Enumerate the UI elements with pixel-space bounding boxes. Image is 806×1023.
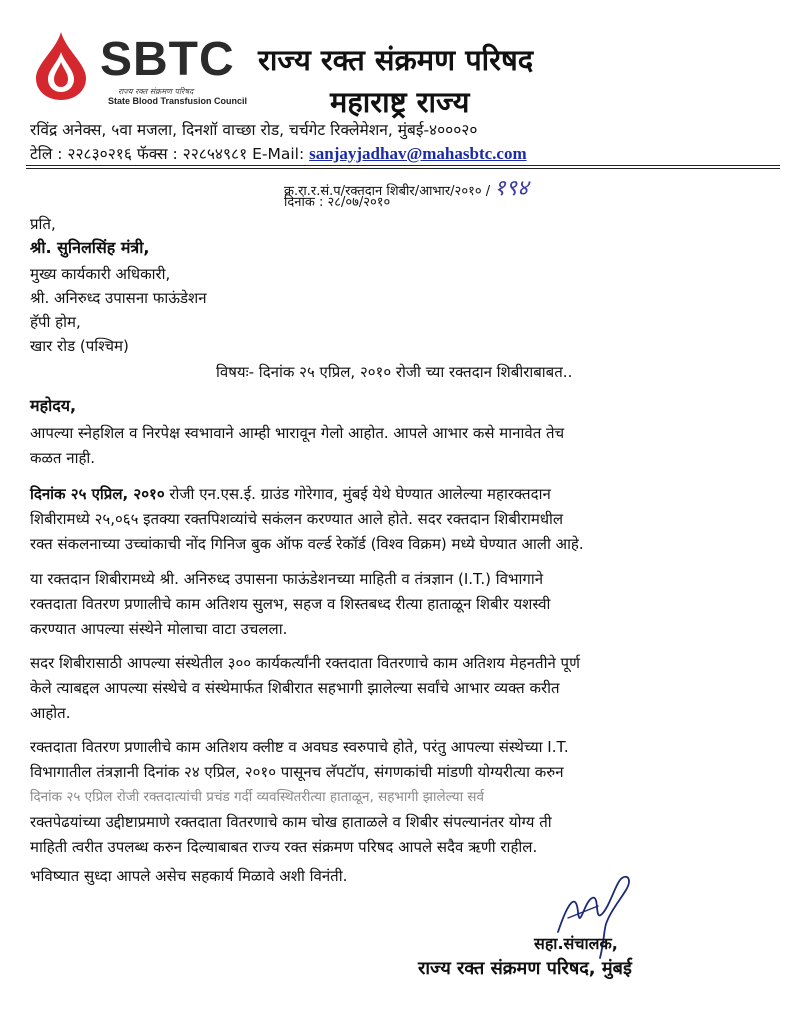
paragraph-line-rest: रोजी एन.एस.ई. ग्राउंड गोरेगाव, मुंबई येथे घेण्यात आलेल्या महारक्तदान: [164, 485, 551, 503]
paragraph-line: केले त्याबद्दल आपल्या संस्थेचे व संस्थेमार्फत शिबीरात सहभागी झालेल्या सर्वांचे आभार व्यक्त करीत: [30, 679, 560, 697]
paragraph-3: [30, 567, 778, 642]
paragraph-line: आहोत.: [30, 704, 71, 722]
paragraph-line: रक्तपेढयांच्या उद्दीष्टाप्रमाणे रक्तदाता वितरणाचे काम चोख हाताळले व शिबीर संपल्यानंतर योग्य ती: [30, 813, 552, 831]
logo-council-name: State Blood Transfusion Council: [108, 96, 248, 106]
recipient-designation: मुख्य कार्यकारी अधिकारी,: [30, 265, 171, 283]
paragraph-2-lead: दिनांक २५ एप्रिल, २०१०: [30, 485, 165, 503]
logo-subtitle: राज्य रक्त संक्रमण परिषद: [118, 87, 194, 96]
paragraph-line: [30, 482, 778, 507]
letterhead-divider-thin: [26, 168, 780, 169]
paragraph-line: या रक्तदान शिबीरामध्ये श्री. अनिरुध्द उपासना फाऊंडेशनच्या माहिती व तंत्रज्ञान (I.T.) विभागाने: [30, 570, 544, 588]
reference-text: क्र.रा.र.सं.प/रक्तदान शिबीर/आभार/२०१० /: [284, 184, 491, 199]
logo-wordmark: SBTC: [100, 33, 235, 86]
recipient-name: श्री. सुनिलसिंह मंत्री,: [30, 238, 150, 257]
letterhead-contact: [30, 142, 527, 164]
letterhead-address: रविंद्र अनेक्स, ५वा मजला, दिनशॉ वाच्छा रोड, चर्चगेट रिक्लेमेशन, मुंबई-४०००२०: [30, 121, 478, 139]
email-label: E-Mail:: [252, 145, 305, 163]
recipient-road: खार रोड (पश्चिम): [30, 337, 129, 355]
paragraph-line: विभागातील तंत्रज्ञानी दिनांक २४ एप्रिल, २०१० पासूनच लॅपटॉप, संगणकांची मांडणी योग्यरीत्या करुन: [30, 763, 564, 781]
paragraph-line: करण्यात आपल्या संस्थेने मोलाचा वाटा उचलला.: [30, 620, 288, 638]
paragraph-line: शिबीरामध्ये २५,०६५ इतक्या रक्तपिशव्यांचे सकंलन करण्यात आले होते. सदर रक्तदान शिबीरामधील: [30, 510, 564, 528]
paragraph-4: [30, 651, 778, 726]
telephone-fax: टेलि : २२८३०२१६ फॅक्स : २२८५४९८१: [30, 145, 248, 163]
email-link[interactable]: sanjayjadhav@mahasbtc.com: [309, 144, 527, 163]
paragraph-2: [30, 482, 778, 557]
signatory-office: राज्य रक्त संक्रमण परिषद, मुंबई: [418, 958, 632, 979]
letter-date: दिनांक : २८/०७/२०१०: [284, 195, 391, 210]
letter-subject: विषयः- दिनांक २५ एप्रिल, २०१० रोजी च्या रक्तदान शिबीराबाबत..: [216, 363, 573, 381]
paragraph-line: सदर शिबीरासाठी आपल्या संस्थेतील ३०० कार्यकर्त्यांनी रक्तदाता वितरणाचे काम अतिशय मेहनतीने पूर्ण: [30, 654, 580, 672]
paragraph-line: माहिती त्वरीत उपलब्ध करुन दिल्याबाबत राज्य रक्त संक्रमण परिषद आपले सदैव ऋणी राहील.: [30, 838, 538, 856]
paragraph-line: रक्त संकलनाच्या उच्चांकाची नोंद गिनिज बुक ऑफ वर्ल्ड रेकॉर्ड (विश्व विक्रम) मध्ये घेण्यात आली आहे.: [30, 535, 584, 553]
paragraph-5: [30, 735, 778, 860]
recipient-building: हॅपी होम,: [30, 313, 81, 331]
paragraph-line: कळत नाही.: [30, 449, 96, 467]
recipient-organisation: श्री. अनिरुध्द उपासना फाऊंडेशन: [30, 289, 207, 307]
signatory-designation: सहा.संचालक,: [534, 934, 618, 953]
handwritten-ref-number: १९४: [494, 175, 529, 200]
paragraph-1: [30, 421, 778, 471]
letterhead-title: राज्य रक्त संक्रमण परिषद: [258, 43, 534, 77]
salutation: महोदय,: [30, 396, 77, 415]
paragraph-line-faded: दिनांक २५ एप्रिल रोजी रक्तदात्यांची प्रचंड गर्दी व्यवस्थितरीत्या हाताळून, सहभागी झालेल्या सर्व: [30, 789, 485, 805]
letterhead-state: महाराष्ट्र राज्य: [330, 85, 470, 119]
paragraph-6: भविष्यात सुध्दा आपले असेच सहकार्य मिळावे अशी विनंती.: [30, 867, 348, 885]
paragraph-line: रक्तदाता वितरण प्रणालीचे काम अतिशय क्लीष्ट व अवघड स्वरुपाचे होते, परंतु आपल्या संस्थेच्या I.T.: [30, 738, 569, 756]
blood-drop-icon: [26, 30, 96, 100]
sbtc-logo: [26, 28, 248, 118]
paragraph-line: रक्तदाता वितरण प्रणालीचे काम अतिशय सुलभ, सहज व शिस्तबध्द रीत्या हाताळून शिबीर यशस्वी: [30, 595, 551, 613]
recipient-prati: प्रति,: [30, 215, 56, 233]
letterhead-divider: [26, 165, 780, 166]
paragraph-line: आपल्या स्नेहशिल व निरपेक्ष स्वभावाने आम्ही भारावून गेलो आहोत. आपले आभार कसे मानावेत तेच: [30, 424, 565, 442]
